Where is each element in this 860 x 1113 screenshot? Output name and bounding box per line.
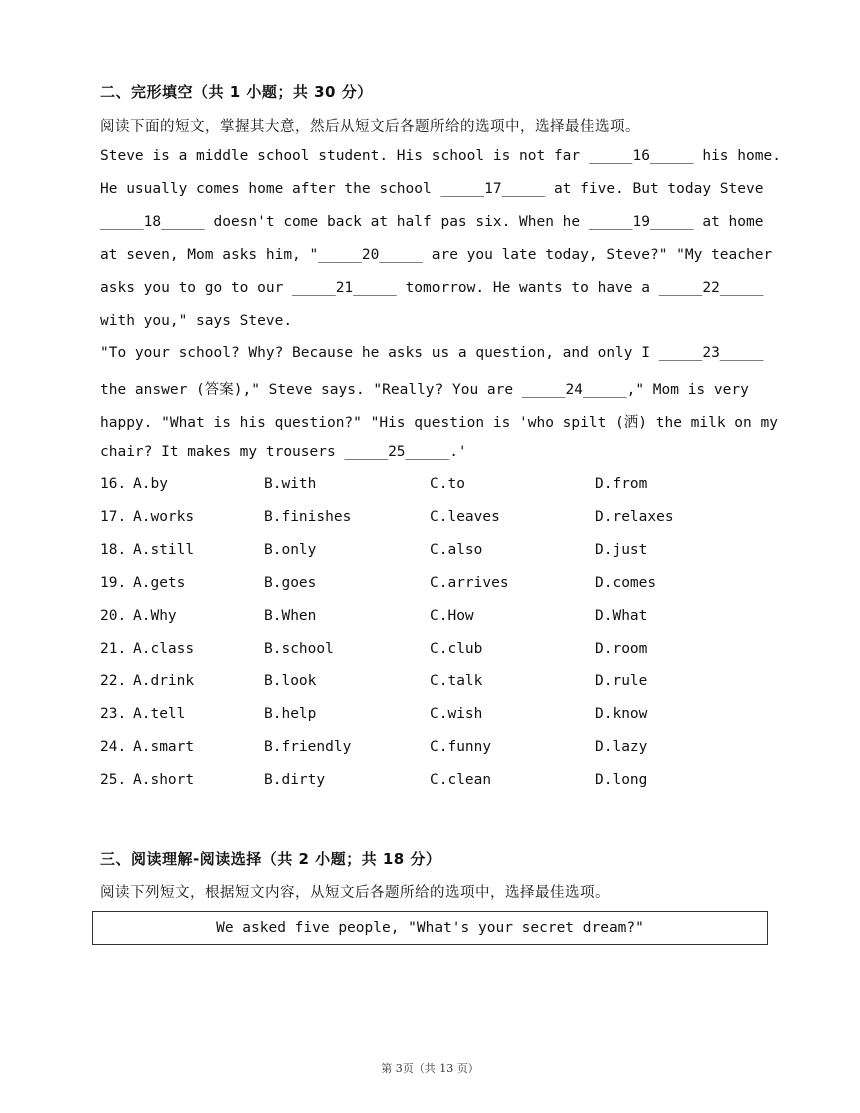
passage-line: asks you to go to our _____21_____ tomorrow. He wants to have a _____22_____ (100, 280, 764, 296)
passage-line: at seven, Mom asks him, "_____20_____ are you late today, Steve?" "My teacher (100, 247, 773, 263)
passage-line: the answer (答案)," Steve says. "Really? You are _____24_____," Mom is very (100, 382, 749, 398)
option-b[interactable]: B.with (264, 476, 317, 492)
option-d[interactable]: D.relaxes (595, 509, 674, 525)
option-d[interactable]: D.rule (595, 673, 648, 689)
question-number: 23. (100, 706, 127, 722)
option-d[interactable]: D.know (595, 706, 648, 722)
passage-line: chair? It makes my trousers _____25_____.' (100, 444, 467, 460)
passage-line: He usually comes home after the school _____17_____ at five. But today Steve (100, 181, 764, 197)
option-d[interactable]: D.long (595, 772, 648, 788)
option-a[interactable]: A.tell (133, 706, 186, 722)
option-b[interactable]: B.finishes (264, 509, 352, 525)
option-b[interactable]: B.look (264, 673, 317, 689)
option-b[interactable]: B.goes (264, 575, 317, 591)
question-number: 24. (100, 739, 127, 755)
option-d[interactable]: D.room (595, 641, 648, 657)
option-a[interactable]: A.gets (133, 575, 186, 591)
section-instruction-reading: 阅读下列短文，根据短文内容，从短文后各题所给的选项中，选择最佳选项。 (100, 885, 610, 901)
question-row (100, 608, 720, 628)
option-d[interactable]: D.lazy (595, 739, 648, 755)
question-row (100, 641, 720, 661)
option-d[interactable]: D.from (595, 476, 648, 492)
question-row (100, 476, 720, 496)
option-d[interactable]: D.comes (595, 575, 657, 591)
option-c[interactable]: C.arrives (430, 575, 509, 591)
question-row (100, 542, 720, 562)
question-number: 19. (100, 575, 127, 591)
option-c[interactable]: C.talk (430, 673, 483, 689)
option-a[interactable]: A.Why (133, 608, 177, 624)
option-a[interactable]: A.drink (133, 673, 195, 689)
option-c[interactable]: C.leaves (430, 509, 500, 525)
question-number: 16. (100, 476, 127, 492)
question-row (100, 509, 720, 529)
option-a[interactable]: A.still (133, 542, 195, 558)
section-instruction-cloze: 阅读下面的短文，掌握其大意，然后从短文后各题所给的选项中，选择最佳选项。 (100, 119, 640, 135)
passage-line: "To your school? Why? Because he asks us a question, and only I _____23_____ (100, 345, 764, 361)
question-number: 20. (100, 608, 127, 624)
question-row (100, 673, 720, 693)
passage-line: _____18_____ doesn't come back at half pas six. When he _____19_____ at home (100, 214, 764, 230)
question-number: 18. (100, 542, 127, 558)
option-a[interactable]: A.class (133, 641, 195, 657)
reading-title-box: We asked five people, "What's your secret dream?" (92, 911, 768, 945)
option-a[interactable]: A.smart (133, 739, 195, 755)
question-row (100, 772, 720, 792)
passage-line: with you," says Steve. (100, 313, 293, 329)
option-b[interactable]: B.school (264, 641, 334, 657)
question-number: 22. (100, 673, 127, 689)
option-b[interactable]: B.When (264, 608, 317, 624)
option-a[interactable]: A.works (133, 509, 195, 525)
question-row (100, 739, 720, 759)
page-footer: 第 3页（共 13 页） (381, 1062, 479, 1075)
option-d[interactable]: D.just (595, 542, 648, 558)
section-heading-reading: 三、阅读理解-阅读选择（共 2 小题；共 18 分） (100, 850, 442, 868)
question-number: 17. (100, 509, 127, 525)
option-c[interactable]: C.funny (430, 739, 492, 755)
option-c[interactable]: C.clean (430, 772, 492, 788)
option-b[interactable]: B.dirty (264, 772, 326, 788)
option-b[interactable]: B.help (264, 706, 317, 722)
option-d[interactable]: D.What (595, 608, 648, 624)
option-c[interactable]: C.wish (430, 706, 483, 722)
option-b[interactable]: B.only (264, 542, 317, 558)
option-c[interactable]: C.to (430, 476, 465, 492)
option-a[interactable]: A.short (133, 772, 195, 788)
passage-line: Steve is a middle school student. His school is not far _____16_____ his home. (100, 148, 781, 164)
option-c[interactable]: C.also (430, 542, 483, 558)
question-row (100, 575, 720, 595)
question-row (100, 706, 720, 726)
option-b[interactable]: B.friendly (264, 739, 352, 755)
question-number: 25. (100, 772, 127, 788)
question-number: 21. (100, 641, 127, 657)
option-c[interactable]: C.How (430, 608, 474, 624)
option-a[interactable]: A.by (133, 476, 168, 492)
option-c[interactable]: C.club (430, 641, 483, 657)
section-heading-cloze: 二、完形填空（共 1 小题；共 30 分） (100, 83, 373, 101)
passage-line: happy. "What is his question?" "His question is 'who spilt (洒) the milk on my (100, 415, 778, 431)
